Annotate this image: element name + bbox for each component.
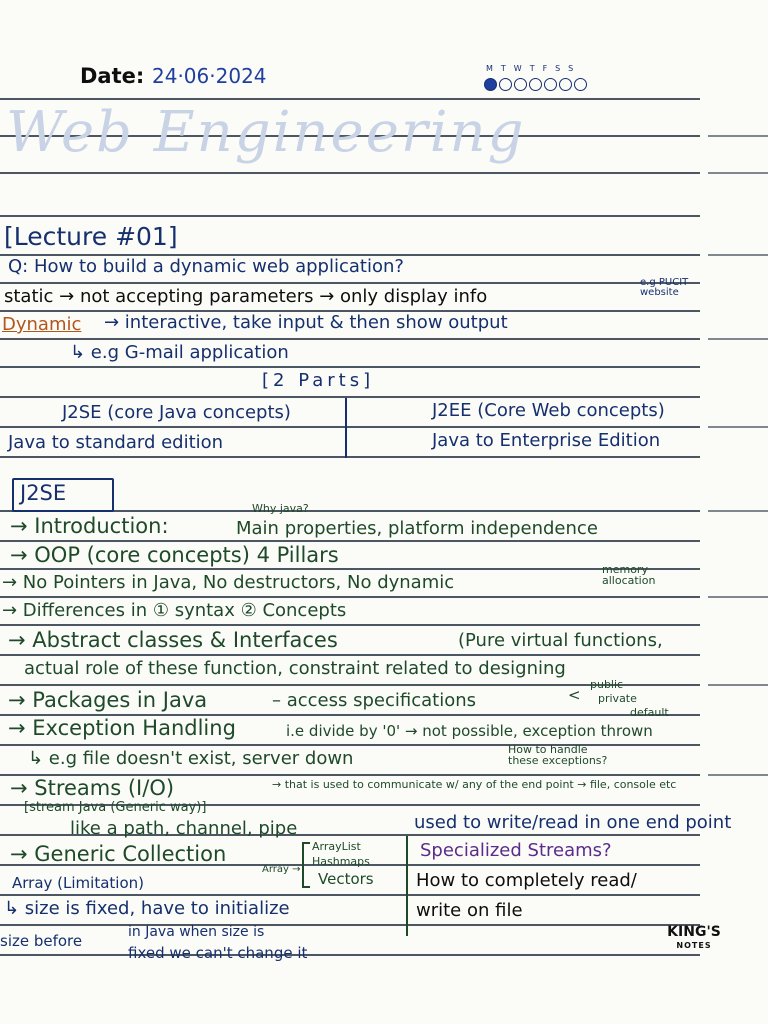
date-value: 24·06·2024: [152, 64, 267, 88]
lecture-title: [Lecture #01]: [4, 222, 178, 251]
rule-line: [0, 172, 700, 174]
generic-item: ArrayList: [312, 840, 361, 853]
weekday-dot: [544, 78, 557, 91]
date-label: Date:: [80, 64, 145, 88]
weekday-letters: [486, 64, 581, 73]
j2se-heading: J2SE (core Java concepts): [62, 402, 291, 423]
j2se-full: Java to standard edition: [8, 432, 224, 453]
rule-line: [0, 540, 700, 542]
rule-line: [0, 456, 700, 458]
exception-how: How to handle these exceptions?: [508, 743, 608, 767]
fixed-cant: fixed we can't change it: [128, 944, 308, 962]
edge-line: [708, 684, 768, 686]
streams-note: → that is used to communicate w/ any of the end point → file, console etc: [272, 778, 677, 791]
weekday-dot: [574, 78, 587, 91]
rule-line: [0, 426, 700, 428]
array-limit: Array (Limitation): [12, 874, 144, 892]
rule-line: [0, 568, 700, 570]
access-public: public: [590, 678, 624, 691]
static-line: static → not accepting parameters → only display info: [4, 286, 488, 307]
pointers-note: memory allocation: [602, 563, 656, 587]
weekday-dot: [559, 78, 572, 91]
weekday-dot-active: [484, 78, 497, 91]
weekday-letter: T: [529, 64, 543, 73]
packages-note: – access specifications: [272, 690, 476, 711]
weekday-letter: F: [542, 64, 556, 73]
weekday-letter: S: [555, 64, 569, 73]
weekday-dot: [514, 78, 527, 91]
rule-line: [0, 624, 700, 626]
streams-java: [stream Java (Generic way)]: [24, 800, 207, 815]
size-before: size before: [0, 932, 83, 950]
differences-line: → Differences in ① syntax ② Concepts: [2, 600, 347, 621]
abstract-line2: actual role of these function, constraint related to designing: [24, 658, 566, 679]
edge-line: [708, 596, 768, 598]
exception-eg: ↳ e.g file doesn't exist, server down: [28, 748, 354, 769]
edge-line: [708, 135, 768, 137]
specialized-how2: write on file: [416, 900, 523, 921]
edge-line: [708, 172, 768, 174]
rule-line: [0, 338, 700, 340]
intro-props: Main properties, platform independence: [236, 518, 598, 539]
j2se-title: J2SE: [20, 481, 67, 505]
access-default: default: [630, 706, 669, 719]
generic-item: Hashmaps: [312, 855, 370, 868]
dynamic-line: → interactive, take input & then show output: [104, 312, 508, 333]
j2ee-full: Java to Enterprise Edition: [432, 430, 661, 451]
weekday-dots: [484, 76, 589, 95]
intro: → Introduction:: [10, 514, 169, 538]
rule-line: [0, 366, 700, 368]
streams-used: used to write/read in one end point: [414, 812, 732, 833]
generic-divider: [406, 836, 408, 936]
streams-like: like a path, channel, pipe: [70, 818, 298, 839]
brand-sub: NOTES: [676, 941, 712, 950]
faded-title: Web Engineering: [6, 100, 526, 165]
rule-line: [0, 654, 700, 656]
generic-line: → Generic Collection: [10, 842, 227, 866]
weekday-letter: W: [513, 64, 530, 73]
packages-line: → Packages in Java: [8, 688, 208, 712]
specialized-streams: Specialized Streams?: [420, 840, 612, 861]
abstract-line: → Abstract classes & Interfaces: [8, 628, 338, 652]
dynamic-label: Dynamic: [2, 314, 82, 335]
access-private: private: [598, 692, 637, 705]
weekday-dot: [499, 78, 512, 91]
size-fixed: ↳ size is fixed, have to initialize: [4, 898, 290, 919]
edge-line: [708, 774, 768, 776]
rule-line: [0, 894, 700, 896]
rule-line: [0, 596, 700, 598]
rule-line: [0, 215, 700, 217]
generic-item: Vectors: [318, 870, 374, 888]
brand-name: KING'S: [667, 924, 721, 940]
oop-line: → OOP (core concepts) 4 Pillars: [10, 543, 339, 567]
access-sign: <: [568, 686, 581, 704]
weekday-letter: T: [500, 64, 514, 73]
streams-line: → Streams (I/O): [10, 776, 175, 800]
pointers-line: → No Pointers in Java, No destructors, No dynamic: [2, 572, 455, 593]
exception-line: → Exception Handling: [8, 716, 236, 740]
weekday-letter: M: [486, 64, 501, 73]
rule-line: [0, 282, 700, 284]
parts-label: [2 Parts]: [262, 370, 375, 391]
static-example: e.g PUCIT website: [640, 277, 689, 298]
edge-line: [708, 338, 768, 340]
abstract-note: (Pure virtual functions,: [458, 630, 663, 651]
rule-line: [0, 396, 700, 398]
weekday-letter: S: [568, 64, 582, 73]
j2ee-heading: J2EE (Core Web concepts): [432, 400, 665, 421]
specialized-how: How to completely read/: [416, 870, 637, 891]
table-divider: [345, 398, 347, 458]
question: Q: How to build a dynamic web application?: [8, 256, 404, 277]
intro-why: Why java?: [252, 502, 309, 515]
weekday-dot: [529, 78, 542, 91]
edge-line: [708, 426, 768, 428]
edge-line: [708, 254, 768, 256]
rule-line: [0, 954, 700, 956]
dynamic-example: ↳ e.g G-mail application: [70, 342, 289, 363]
edge-line: [708, 510, 768, 512]
generic-bracket: [302, 842, 310, 888]
generic-array: Array →: [262, 864, 301, 875]
rule-line: [0, 924, 700, 926]
exception-note: i.e divide by '0' → not possible, exception thrown: [286, 722, 653, 740]
in-java: in Java when size is: [128, 924, 265, 940]
